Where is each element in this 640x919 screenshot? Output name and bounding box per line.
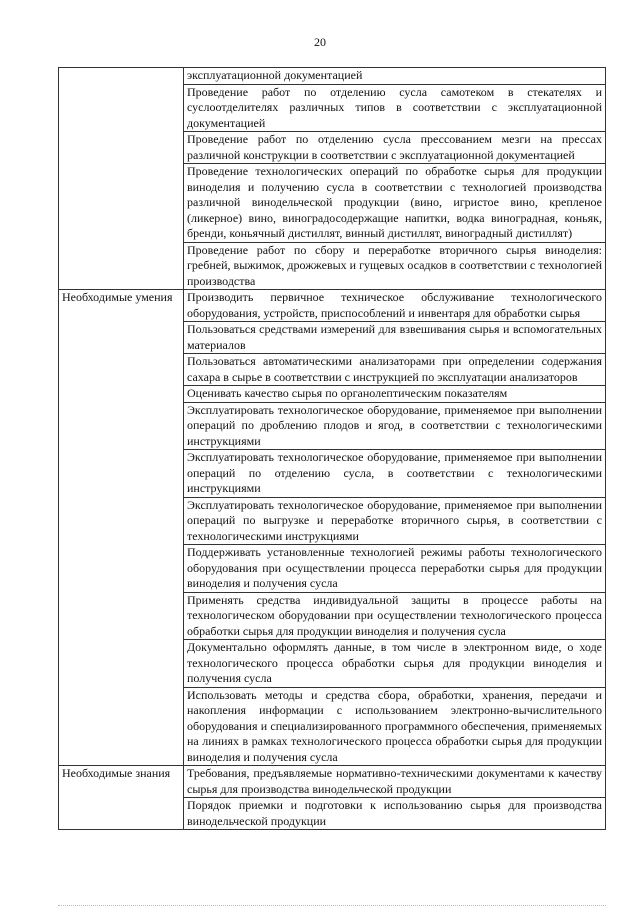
requirements-table bbox=[58, 67, 606, 830]
page-number: 20 bbox=[314, 35, 326, 49]
requirement-text: Поддерживать установленные технологией режимы работы технологического оборудования при осуществлении процесса переработки сырья для продукции виноделия и получения сусла bbox=[184, 545, 606, 593]
section-label bbox=[59, 68, 184, 290]
section-label: Необходимые умения bbox=[59, 290, 184, 766]
requirement-text: Эксплуатировать технологическое оборудование, применяемое при выполнении операций по отделению сусла, в соответствии с технологическими инструкциями bbox=[184, 450, 606, 498]
table-row bbox=[59, 290, 606, 322]
requirement-text: Использовать методы и средства сбора, обработки, хранения, передачи и накопления информации с использованием электронно-вычислительного оборудования и специализированного программного обеспечения, применяемых на линиях в рамках технологического процесса обработки сырья для продукции виноделия и получения сусла bbox=[184, 687, 606, 766]
requirement-text: Документально оформлять данные, в том числе в электронном виде, о ходе технологического процесса обработки сырья для продукции виноделия и получения сусла bbox=[184, 640, 606, 688]
page-bottom-divider bbox=[58, 905, 606, 907]
requirements-table-body bbox=[59, 68, 606, 830]
table-row bbox=[59, 68, 606, 85]
requirement-text: Проведение работ по отделению сусла прессованием мезги на прессах различной конструкции в соответствии с эксплуатационной документацией bbox=[184, 132, 606, 164]
requirement-text: Пользоваться автоматическими анализаторами при определении содержания сахара в сырье в соответствии с инструкцией по эксплуатации анализаторов bbox=[184, 354, 606, 386]
requirement-text: Производить первичное техническое обслуживание технологического оборудования, устройств, приспособлений и инвентаря для обработки сырья bbox=[184, 290, 606, 322]
requirement-text: эксплуатационной документацией bbox=[184, 68, 606, 85]
requirement-text: Применять средства индивидуальной защиты в процессе работы на технологическом оборудовании при осуществлении технологического процесса обработки сырья для продукции виноделия и получения сусла bbox=[184, 592, 606, 640]
requirement-text: Проведение работ по отделению сусла самотеком в стекателях и суслоотделителях различных типов в соответствии с эксплуатационной документацией bbox=[184, 84, 606, 132]
requirement-text: Проведение технологических операций по обработке сырья для продукции виноделия и получению сусла в соответствии с технологией производства различной винодельческой продукции (вино, игристое вино, крепленое (ликерное) вино, виноградосодержащие напитки, водка виноградная, коньяк, бренди, коньячный дистиллят, винный дистиллят, виноградный дистиллят) bbox=[184, 164, 606, 243]
requirement-text: Пользоваться средствами измерений для взвешивания сырья и вспомогательных материалов bbox=[184, 322, 606, 354]
requirement-text: Проведение работ по сбору и переработке вторичного сырья виноделия: гребней, выжимок, дрожжевых и гущевых осадков в соответствии с технологией производства bbox=[184, 242, 606, 290]
requirement-text: Эксплуатировать технологическое оборудование, применяемое при выполнении операций по выгрузке и переработке вторичного сырья, в соответствии с технологическими инструкциями bbox=[184, 497, 606, 545]
requirement-text: Эксплуатировать технологическое оборудование, применяемое при выполнении операций по дроблению плодов и ягод, в соответствии с технологическими инструкциями bbox=[184, 402, 606, 450]
section-label: Необходимые знания bbox=[59, 766, 184, 830]
requirement-text: Требования, предъявляемые нормативно-техническими документами к качеству сырья для производства винодельческой продукции bbox=[184, 766, 606, 798]
requirement-text: Оценивать качество сырья по органолептическим показателям bbox=[184, 386, 606, 403]
table-row bbox=[59, 766, 606, 798]
requirement-text: Порядок приемки и подготовки к использованию сырья для производства винодельческой продукции bbox=[184, 798, 606, 830]
